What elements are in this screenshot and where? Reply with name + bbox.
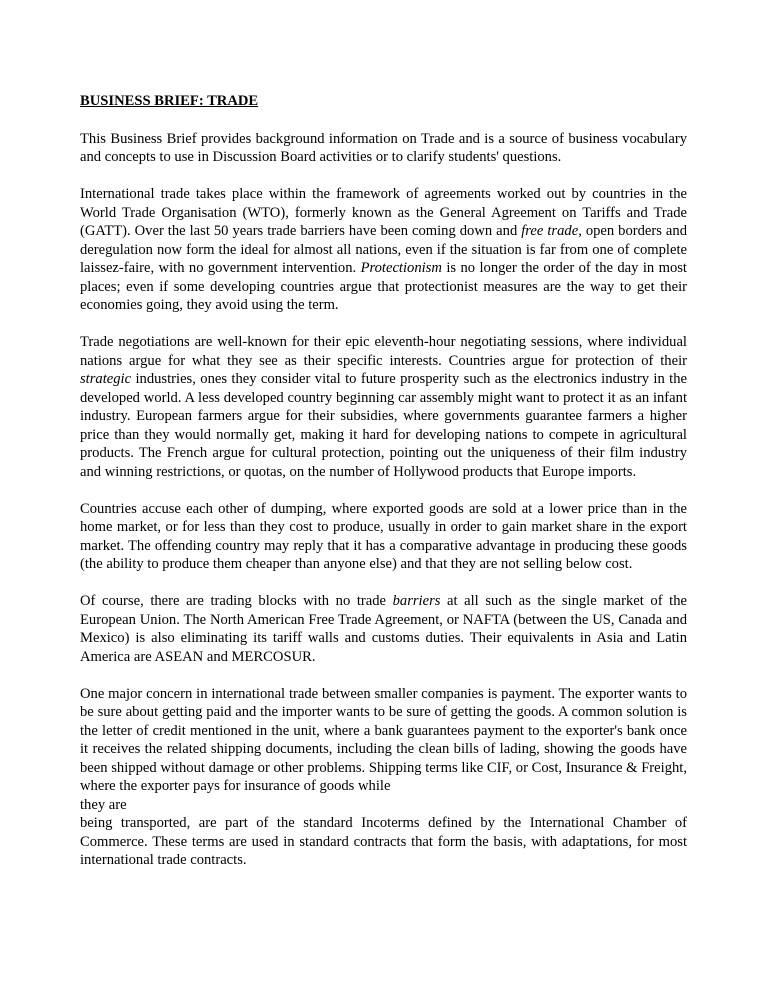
paragraph: [80, 130, 687, 167]
paragraph-text: , open borders and deregulation now form the ideal for almost all nations, even if the situation is far from one of complete laissez-faire, with no government intervention.: [80, 223, 687, 276]
italic-term: Protectionism: [360, 260, 442, 276]
paragraph-text: is no longer the order of the day in most places; even if some developing countries argue that protectionist measures are the way to get their economies going, they avoid using the term.: [80, 260, 687, 313]
paragraph-text: industries, ones they consider vital to future prosperity such as the electronics industry in the developed world. A less developed country beginning car assembly might want to protect it as an infant industry. European farmers argue for their subsidies, where governments guarantee farmers a higher price than they would normally get, making it hard for developing nations to compete in agricultural products. The French argue for cultural protection, pointing out the uniqueness of their film industry and winning restrictions, or quotas, on the number of Hollywood products that Europe imports.: [80, 371, 687, 480]
italic-term: free trade: [521, 223, 579, 239]
paragraph-text: This Business Brief provides background information on Trade and is a source of business vocabulary and concepts to use in Discussion Board activities or to clarify students' questions.: [80, 130, 687, 165]
paragraph: [80, 185, 687, 315]
document-body: [80, 130, 687, 667]
paragraph-text: Of course, there are trading blocks with no trade: [80, 593, 393, 609]
paragraph: [80, 592, 687, 666]
paragraph-payment-part2: they are: [80, 796, 127, 813]
paragraph-payment-part1: One major concern in international trade between smaller companies is payment. The exporter wants to be sure about getting paid and the importer wants to be sure of getting the goods. A common solution is the letter of credit mentioned in the unit, where a bank guarantees payment to the exporter's bank once it receives the related shipping documents, including the clean bills of lading, showing the goods have been shipped without damage or other problems. Shipping terms like CIF, or Cost, Insurance & Freight, where the exporter pays for insurance of goods while: [80, 685, 687, 794]
paragraph: [80, 500, 687, 574]
paragraph-text: Countries accuse each other of dumping, where exported goods are sold at a lower price than in the home market, or for less than they cost to produce, usually in order to gain market share in the export market. The offending country may reply that it has a comparative advantage in producing these goods (the ability to produce them cheaper than anyone else) and that they are not selling below cost.: [80, 500, 687, 572]
paragraph-payment-part3: being transported, are part of the standard Incoterms defined by the International Chamber of Commerce. These terms are used in standard contracts that form the basis, with adaptations, for most international trade contracts.: [80, 815, 687, 868]
paragraph-text: at all such as the single market of the European Union. The North American Free Trade Agreement, or NAFTA (between the US, Canada and Mexico) is also eliminating its tariff walls and customs duties. Their equivalents in Asia and Latin America are ASEAN and MERCOSUR.: [80, 593, 687, 665]
paragraph: [80, 333, 687, 481]
italic-term: barriers: [392, 593, 441, 609]
paragraph-text: Trade negotiations are well-known for their epic eleventh-hour negotiating sessions, where individual nations argue for what they see as their specific interests. Countries argue for protection of their: [80, 334, 687, 369]
paragraph-text: International trade takes place within the framework of agreements worked out by countries in the World Trade Organisation (WTO), formerly known as the General Agreement on Tariffs and Trade (GATT). Over the last 50 years trade barriers have been coming down and: [80, 186, 687, 239]
document-title: BUSINESS BRIEF: TRADE: [80, 93, 259, 109]
document-page: [80, 92, 687, 870]
italic-term: strategic: [80, 371, 132, 387]
paragraph-payment: [80, 685, 687, 870]
